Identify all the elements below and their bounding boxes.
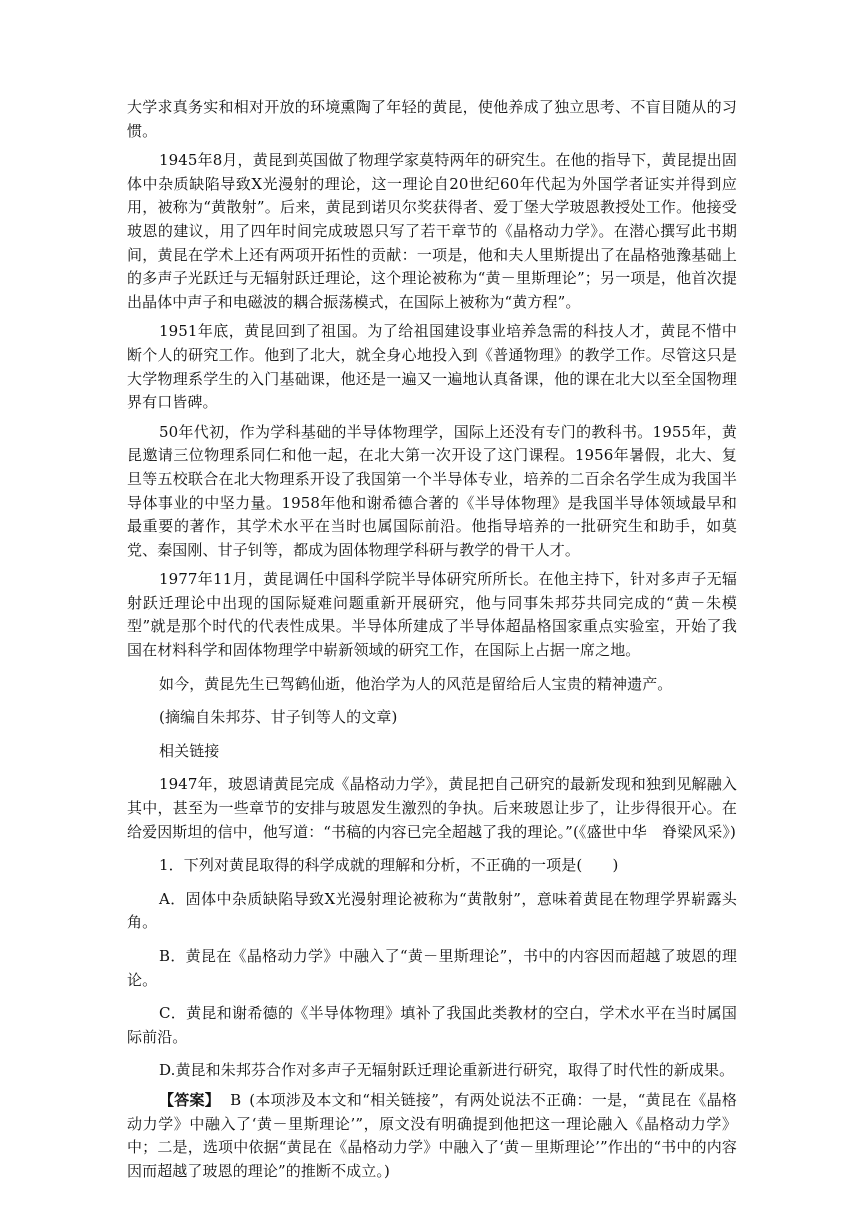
answer-letter: B [230, 1090, 242, 1109]
source-note: (摘编自朱邦芬、甘子钊等人的文章) [159, 708, 398, 727]
document-body [127, 96, 737, 1183]
related-link-text: 1947年，玻恩请黄昆完成《晶格动力学》，黄昆把自己研究的最新发现和独到见解融入其中，甚至为一些章节的安排与玻恩发生激烈的争执。后来玻恩让步了，让步得很开心。在给爱因斯坦的信中，他写道：“书稿的内容已完全超越了我的理论。”(《盛世中华 脊梁风采》) [127, 775, 737, 841]
option-a: A．固体中杂质缺陷导致X光漫射理论被称为“黄散射”，意味着黄昆在物理学界崭露头角。 [127, 889, 737, 932]
question-stem: 1．下列对黄昆取得的科学成就的理解和分析，不正确的一项是( ) [159, 856, 619, 875]
answer-label: 【答案】 [159, 1090, 221, 1109]
paragraph-intro-continuation: 大学求真务实和相对开放的环境熏陶了年轻的黄昆，使他养成了独立思考、不盲目随从的习惯。 [127, 98, 737, 140]
paragraph-legacy: 如今，黄昆先生已驾鹤仙逝，他治学为人的风范是留给后人宝贵的精神遗产。 [159, 674, 673, 693]
option-b: B．黄昆在《晶格动力学》中融入了“黄－里斯理论”，书中的内容因而超越了玻恩的理论。 [127, 947, 737, 989]
paragraph-50s: 50年代初，作为学科基础的半导体物理学，国际上还没有专门的教科书。1955年，黄昆邀请三位物理系同仁和他一起，在北大第一次开设了这门课程。1956年暑假，北大、复旦等五校联合在北大物理系开设了我国第一个半导体专业，培养的二百余名学生成为我国半导体事业的中坚力量。1958年他和谢希德合著的《半导体物理》是我国半导体领域最早和最重要的著作，其学术水平在当时也属国际前沿。他指导培养的一批研究生和助手，如莫党、秦国刚、甘子钊等，都成为固体物理学科研与教学的骨干人才。 [127, 422, 737, 559]
paragraph-1977: 1977年11月，黄昆调任中国科学院半导体研究所所长。在他主持下，针对多声子无辐射跃迁理论中出现的国际疑难问题重新开展研究，他与同事朱邦芬共同完成的“黄－朱模型”就是那个时代的代表性成果。半导体所建成了半导体超晶格国家重点实验室，开始了我国在材料科学和固体物理学中崭新领域的研究工作，在国际上占据一席之地。 [127, 570, 737, 660]
option-c: C．黄昆和谢希德的《半导体物理》填补了我国此类教材的空白，学术水平在当时属国际前沿。 [127, 1004, 737, 1046]
paragraph-1945: 1945年8月，黄昆到英国做了物理学家莫特两年的研究生。在他的指导下，黄昆提出固体中杂质缺陷导致X光漫射的理论，这一理论自20世纪60年代起为外国学者证实并得到应用，被称为“黄散射”。后来，黄昆到诺贝尔奖获得者、爱丁堡大学玻恩教授处工作。他接受玻恩的建议，用了四年时间完成玻恩只写了若干章节的《晶格动力学》。在潜心撰写此书期间，黄昆在学术上还有两项开拓性的贡献：一项是，他和夫人里斯提出了在晶格弛豫基础上的多声子光跃迁与无辐射跃迁理论，这个理论被称为“黄－里斯理论”；另一项是，他首次提出晶体中声子和电磁波的耦合振荡模式，在国际上被称为“黄方程”。 [127, 151, 737, 311]
related-link-heading: 相关链接 [159, 741, 220, 760]
paragraph-1951: 1951年底，黄昆回到了祖国。为了给祖国建设事业培养急需的科技人才，黄昆不惜中断个人的研究工作。他到了北大，就全身心地投入到《普通物理》的教学工作。尽管这只是大学物理系学生的入门基础课，他还是一遍又一遍地认真备课，他的课在北大以至全国物理界有口皆碑。 [127, 322, 737, 412]
answer-block [127, 1089, 737, 1183]
answer-explanation: (本项涉及本文和“相关链接”，有两处说法不正确：一是，“黄昆在《晶格动力学》中融入了‘黄－里斯理论’”，原文没有明确提到他把这一理论融入《晶格动力学》中；二是，选项中依据“黄昆在《晶格动力学》中融入了‘黄－里斯理论’”作出的“书中的内容因而超越了玻恩的理论”的推断不成立。) [127, 1090, 737, 1180]
option-d: D.黄昆和朱邦芬合作对多声子无辐射跃迁理论重新进行研究，取得了时代性的新成果。 [159, 1061, 735, 1080]
